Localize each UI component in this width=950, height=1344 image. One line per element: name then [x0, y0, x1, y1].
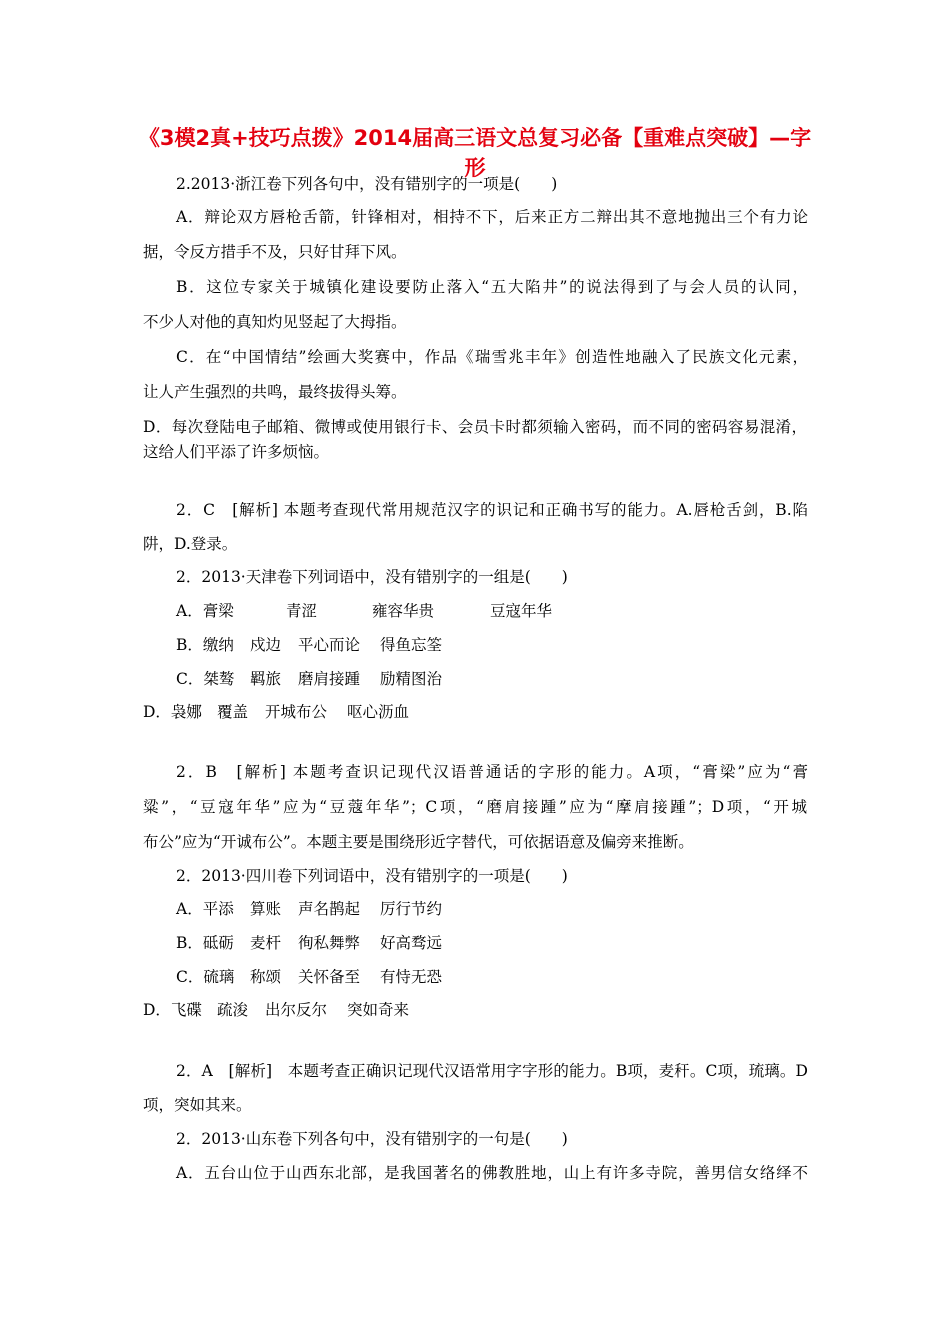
- q3-option-c-item: 称颂: [250, 968, 282, 986]
- q2-option-a-item: 雍容华贵: [372, 602, 435, 620]
- q3-option-b-item: B．砥砺: [176, 934, 234, 952]
- q2-option-c-item: 励精图治: [380, 670, 443, 688]
- q2-option-b-item: 戍边: [250, 636, 282, 654]
- answer1-line1: 2．C [解析] 本题考查现代常用规范汉字的识记和正确书写的能力。A.唇枪舌剑，B.陷: [176, 501, 808, 519]
- q2-option-d-item: D．袅娜: [143, 703, 202, 721]
- answer2-line3: 布公”应为“开诚布公”。本题主要是围绕形近字替代，可依据语意及偏旁来推断。: [143, 833, 694, 851]
- answer3-line1: 2．A [解析] 本题考查正确识记现代汉语常用字字形的能力。B项，麦秆。C项，琉璃。D: [176, 1062, 808, 1080]
- q1-option-d-line1: D．每次登陆电子邮箱、微博或使用银行卡、会员卡时都须输入密码，而不同的密码容易混淆，: [143, 418, 807, 436]
- q2-option-d-item: 开城布公: [265, 703, 328, 721]
- answer2-line1: 2．B [解析] 本题考查识记现代汉语普通话的字形的能力。A项，“膏梁”应为“膏: [176, 763, 808, 781]
- q3-option-b: [176, 932, 442, 954]
- q3-stem: 2．2013·四川卷下列词语中，没有错别字的一项是( ): [176, 867, 568, 885]
- q1-option-b-line2: 不少人对他的真知灼见竖起了大拇指。: [143, 313, 407, 331]
- q2-stem: 2．2013·天津卷下列词语中，没有错别字的一组是( ): [176, 568, 568, 586]
- q3-option-c-item: 关怀备至: [298, 968, 361, 986]
- answer3-line2: 项，突如其来。: [143, 1096, 252, 1114]
- q2-option-a: [176, 600, 552, 622]
- q3-option-d: [143, 999, 409, 1021]
- q1-option-d-line2: 这给人们平添了许多烦恼。: [143, 443, 330, 461]
- q1-option-a-line2: 据，令反方措手不及，只好甘拜下风。: [143, 243, 407, 261]
- q2-option-b-item: 平心而论: [298, 636, 361, 654]
- q2-option-c-item: 羁旅: [250, 670, 282, 688]
- q3-option-a-item: 厉行节约: [380, 900, 443, 918]
- title-line-2: 形: [464, 156, 486, 180]
- q2-option-a-item: 青涩: [286, 602, 318, 620]
- q2-option-c-item: 磨肩接踵: [298, 670, 361, 688]
- q3-option-d-item: 疏浚: [217, 1001, 249, 1019]
- q3-option-c-item: 有恃无恐: [380, 968, 443, 986]
- q2-option-a-item: 豆寇年华: [490, 602, 553, 620]
- q4-option-a-line1: A．五台山位于山西东北部，是我国著名的佛教胜地，山上有许多寺院，善男信女络绎不: [176, 1164, 808, 1182]
- q3-option-a: [176, 898, 442, 920]
- q2-option-c: [176, 668, 442, 690]
- q1-option-c-line2: 让人产生强烈的共鸣，最终拔得头筹。: [143, 383, 407, 401]
- answer1-line2: 阱，D.登录。: [143, 535, 238, 553]
- q2-option-b-item: B．缴纳: [176, 636, 234, 654]
- q3-option-d-item: 出尔反尔: [265, 1001, 328, 1019]
- q3-option-c: [176, 966, 442, 988]
- q3-option-a-item: 算账: [250, 900, 282, 918]
- q2-option-c-item: C．桀骜: [176, 670, 235, 688]
- q3-option-d-item: 突如奇来: [347, 1001, 410, 1019]
- q1-stem: 2.2013·浙江卷下列各句中，没有错别字的一项是( ): [176, 175, 558, 193]
- q3-option-b-item: 好高骛远: [380, 934, 443, 952]
- q2-option-d: [143, 701, 409, 723]
- q2-option-d-item: 覆盖: [217, 703, 249, 721]
- q2-option-a-item: A．膏梁: [176, 602, 234, 620]
- q3-option-b-item: 徇私舞弊: [298, 934, 361, 952]
- q2-option-d-item: 呕心沥血: [347, 703, 410, 721]
- title-line-1: 《3模2真+技巧点拨》2014届高三语文总复习必备【重难点突破】—字: [138, 126, 812, 150]
- q2-option-b: [176, 634, 442, 656]
- q1-option-b-line1: B．这位专家关于城镇化建设要防止落入“五大陷井”的说法得到了与会人员的认同，: [176, 278, 808, 296]
- q1-option-c-line1: C．在“中国情结”绘画大奖赛中，作品《瑞雪兆丰年》创造性地融入了民族文化元素，: [176, 348, 808, 366]
- q2-option-b-item: 得鱼忘筌: [380, 636, 443, 654]
- answer2-line2: 粱”，“豆寇年华”应为“豆蔻年华”；C项，“磨肩接踵”应为“摩肩接踵”；D项，“开城: [143, 798, 807, 816]
- q3-option-c-item: C．硫璃: [176, 968, 235, 986]
- q3-option-d-item: D．飞碟: [143, 1001, 202, 1019]
- q3-option-a-item: A．平添: [176, 900, 234, 918]
- q3-option-b-item: 麦杆: [250, 934, 282, 952]
- q4-stem: 2．2013·山东卷下列各句中，没有错别字的一句是( ): [176, 1130, 568, 1148]
- q3-option-a-item: 声名鹊起: [298, 900, 361, 918]
- q1-option-a-line1: A．辩论双方唇枪舌箭，针锋相对，相持不下，后来正方二辩出其不意地抛出三个有力论: [176, 208, 808, 226]
